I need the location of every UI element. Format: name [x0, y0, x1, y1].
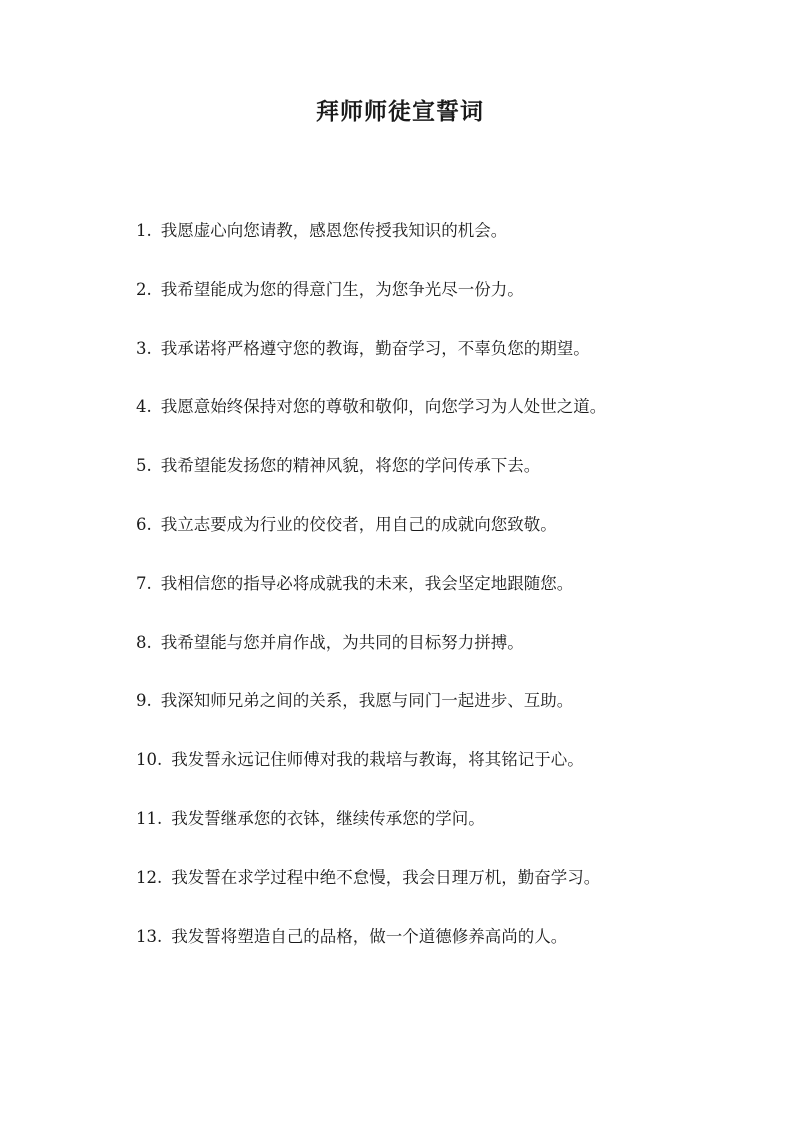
list-item	[136, 686, 736, 716]
item-text: 我发誓继承您的衣钵，继续传承您的学问。	[171, 808, 485, 828]
item-text: 我发誓永远记住师傅对我的栽培与教诲，将其铭记于心。	[171, 750, 584, 770]
item-text: 我相信您的指导必将成就我的未来，我会坚定地跟随您。	[160, 573, 574, 593]
item-number: 11.	[136, 808, 163, 828]
list-item	[136, 275, 736, 305]
item-text: 我发誓将塑造自己的品格，做一个道德修养高尚的人。	[171, 926, 568, 946]
list-item	[136, 569, 736, 599]
item-number: 9.	[136, 691, 152, 711]
item-text: 我愿虚心向您请教，感恩您传授我知识的机会。	[160, 221, 508, 240]
item-text: 我承诺将严格遵守您的教诲，勤奋学习，不辜负您的期望。	[160, 338, 590, 358]
item-number: 3.	[136, 338, 152, 358]
item-number: 12.	[136, 867, 163, 887]
item-text: 我希望能与您并肩作战，为共同的目标努力拼搏。	[160, 632, 524, 652]
list-item	[136, 451, 736, 481]
item-text: 我立志要成为行业的佼佼者，用自己的成就向您致敬。	[160, 514, 557, 534]
item-number: 2.	[136, 279, 152, 299]
item-text: 我发誓在求学过程中绝不怠慢，我会日理万机，勤奋学习。	[171, 867, 601, 887]
item-number: 4.	[136, 397, 152, 417]
item-text: 我愿意始终保持对您的尊敬和敬仰，向您学习为人处世之道。	[160, 397, 607, 417]
oath-list	[136, 216, 736, 980]
list-item	[136, 745, 736, 775]
item-number: 8.	[136, 632, 152, 652]
list-item	[136, 922, 736, 952]
item-number: 10.	[136, 750, 163, 770]
item-number: 7.	[136, 573, 152, 593]
item-text: 我希望能发扬您的精神风貌，将您的学问传承下去。	[160, 456, 541, 476]
item-number: 13.	[136, 926, 163, 946]
list-item	[136, 392, 736, 422]
page-title: 拜师师徒宣誓词	[316, 98, 484, 125]
item-number: 1.	[136, 221, 152, 240]
item-text: 我深知师兄弟之间的关系，我愿与同门一起进步、互助。	[160, 691, 574, 711]
list-item	[136, 216, 736, 246]
list-item	[136, 804, 736, 834]
list-item	[136, 334, 736, 364]
item-number: 6.	[136, 514, 152, 534]
item-text: 我希望能成为您的得意门生，为您争光尽一份力。	[160, 279, 524, 299]
item-number: 5.	[136, 456, 152, 476]
list-item	[136, 510, 736, 540]
list-item	[136, 628, 736, 658]
list-item	[136, 863, 736, 893]
